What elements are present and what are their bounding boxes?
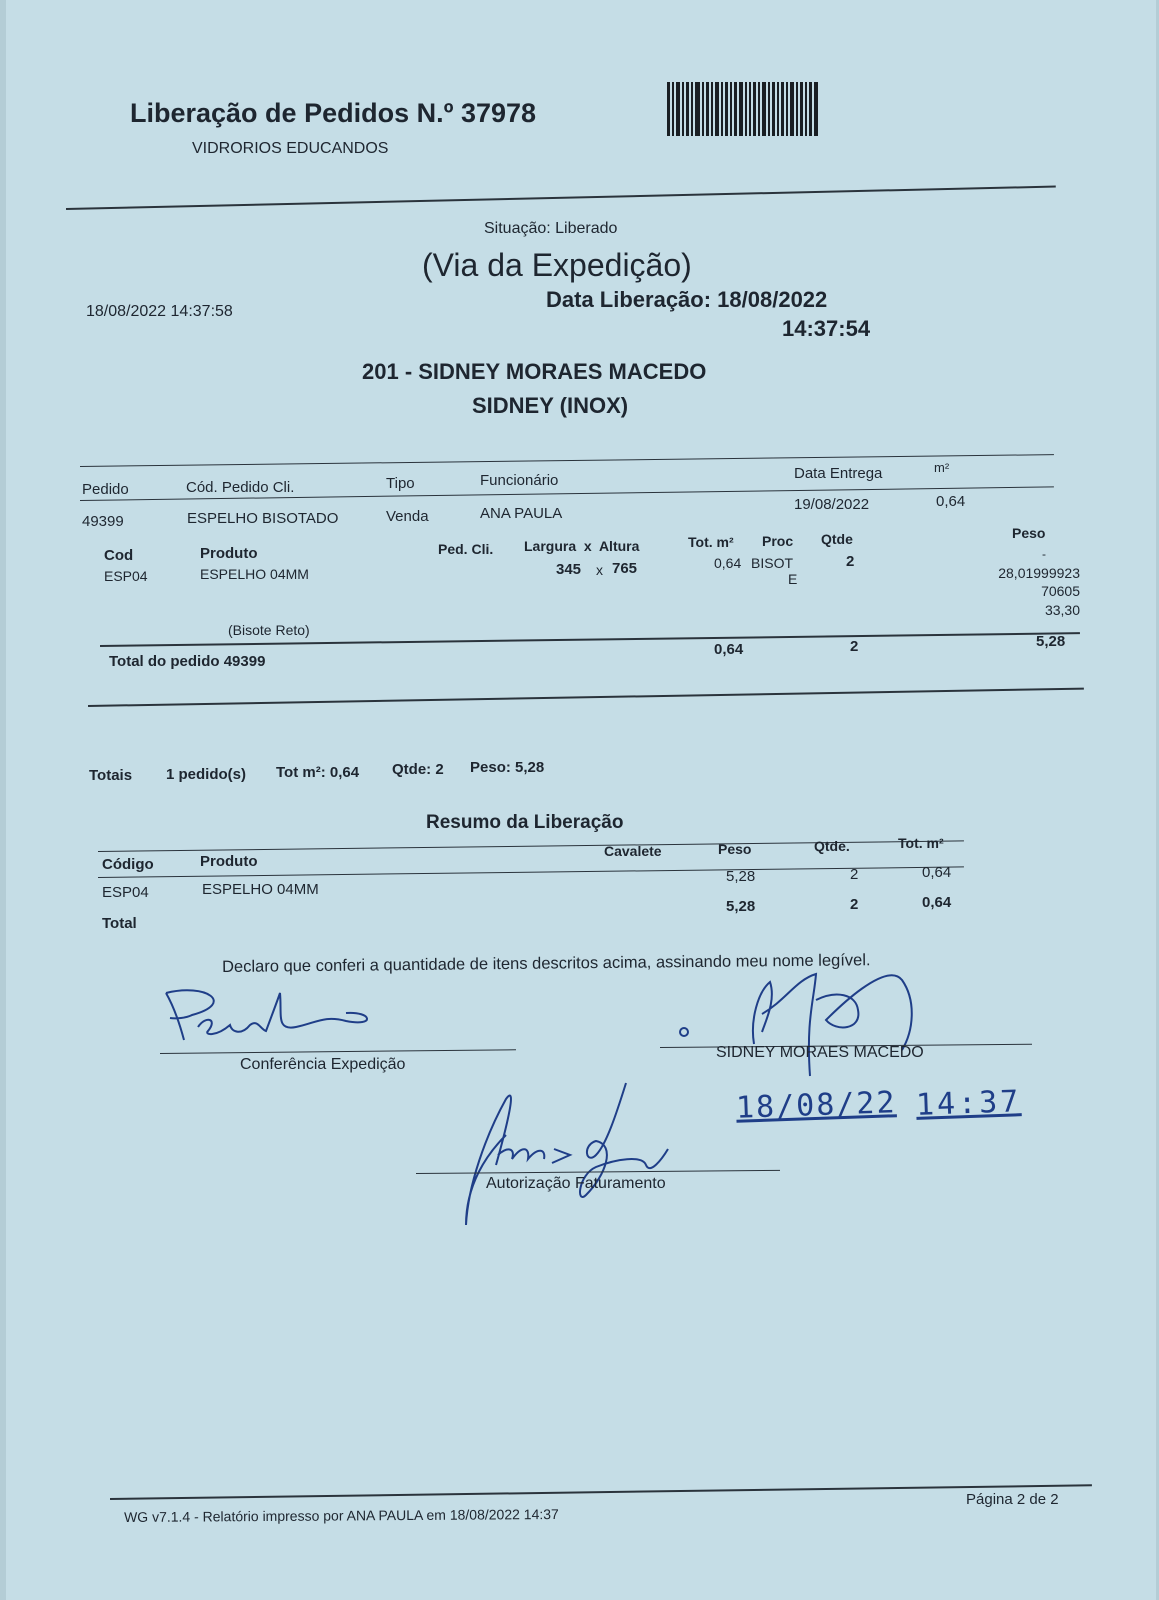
order-total-peso: 5,28 (1036, 633, 1066, 650)
autorizacao-signature (446, 1075, 706, 1225)
item-proc-cont: E (788, 571, 798, 587)
items-col-proc: Proc (762, 533, 794, 549)
company-name: VIDRORIOS EDUCANDOS (192, 140, 389, 157)
resumo-col-cavalete: Cavalete (604, 843, 662, 859)
cliente-name: SIDNEY MORAES MACEDO (716, 1044, 924, 1061)
via-label: (Via da Expedição) (422, 247, 692, 283)
order-total-qtde: 2 (850, 638, 859, 655)
item-altura: 765 (612, 560, 638, 577)
totals-qtde: Qtde: 2 (392, 761, 444, 778)
items-col-tot-m2: Tot. m² (688, 534, 734, 550)
printed-datetime: 18/08/2022 14:37:58 (86, 303, 233, 320)
declaration-text: Declaro que conferi a quantidade de itens descritos acima, assinando meu nome legível. (222, 951, 871, 976)
data-liberacao: Data Liberação: 18/08/2022 (546, 287, 828, 312)
handwritten-date: 18/08/22 (735, 1085, 898, 1126)
order-total-label: Total do pedido 49399 (109, 653, 266, 670)
resumo-title: Resumo da Liberação (426, 812, 624, 833)
document-title: Liberação de Pedidos N.º 37978 (130, 98, 537, 128)
item-peso: 28,01999923 (998, 565, 1080, 581)
items-col-cod: Cod (104, 547, 134, 564)
col-tipo: Tipo (386, 475, 415, 492)
item-largura: 345 (556, 561, 582, 578)
totals-m2: Tot m²: 0,64 (276, 764, 360, 781)
resumo-total-label: Total (102, 915, 137, 932)
situacao: Situação: Liberado (484, 220, 618, 237)
item-tot-m2: 0,64 (714, 555, 742, 571)
order-total-m2: 0,64 (714, 641, 744, 658)
items-col-ped-cli: Ped. Cli. (438, 541, 494, 557)
resumo-col-qtde: Qtde. (814, 838, 850, 854)
col-pedido: Pedido (82, 481, 129, 498)
resumo-total-tot-m2: 0,64 (922, 894, 952, 911)
item-peso-dash: - (1042, 547, 1046, 561)
items-col-produto: Produto (200, 545, 258, 562)
resumo-row-codigo: ESP04 (102, 884, 149, 901)
footer-divider (110, 1484, 1092, 1500)
divider (80, 454, 1054, 467)
item-obs: (Bisote Reto) (228, 622, 310, 638)
conferencia-signature (146, 985, 426, 1055)
conferencia-label: Conferência Expedição (240, 1056, 406, 1073)
items-col-largura-altura: Largura x Altura (524, 538, 640, 554)
resumo-row-tot-m2: 0,64 (922, 864, 952, 881)
col-m2: m² (934, 460, 950, 475)
divider (88, 688, 1084, 707)
resumo-row-qtde: 2 (850, 866, 859, 883)
data-liberacao-time: 14:37:54 (782, 316, 871, 341)
totals-label: Totais (89, 767, 133, 784)
item-peso-unit: 33,30 (1044, 602, 1080, 618)
client-subtitle: SIDNEY (INOX) (472, 393, 629, 418)
order-tipo: Venda (386, 508, 429, 525)
order-funcionario: ANA PAULA (480, 505, 563, 522)
item-x: x (596, 562, 603, 578)
order-cod-pedido-cli: ESPELHO BISOTADO (187, 510, 339, 527)
resumo-col-peso: Peso (718, 841, 752, 857)
barcode (667, 82, 845, 136)
items-col-peso: Peso (1012, 525, 1046, 541)
item-peso-cont: 70605 (1041, 583, 1080, 599)
item-proc: BISOT (751, 555, 794, 571)
item-qtde: 2 (846, 553, 855, 570)
document-sheet (6, 0, 1156, 1600)
col-cod-pedido-cli: Cód. Pedido Cli. (186, 479, 295, 496)
footer-printed-by: WG v7.1.4 - Relatório impresso por ANA PAULA em 18/08/2022 14:37 (124, 1505, 559, 1525)
resumo-col-codigo: Código (102, 856, 154, 873)
order-data-entrega: 19/08/2022 (794, 496, 870, 513)
totals-peso: Peso: 5,28 (470, 759, 545, 776)
col-data-entrega: Data Entrega (794, 465, 883, 482)
resumo-col-produto: Produto (200, 853, 258, 870)
item-cod: ESP04 (104, 568, 148, 584)
order-pedido: 49399 (82, 513, 124, 530)
resumo-total-peso: 5,28 (726, 898, 756, 915)
items-col-qtde: Qtde (821, 531, 853, 547)
resumo-col-tot-m2: Tot. m² (898, 835, 944, 851)
client-name: 201 - SIDNEY MORAES MACEDO (362, 359, 707, 384)
col-funcionario: Funcionário (480, 472, 559, 489)
order-m2: 0,64 (936, 493, 966, 510)
resumo-row-peso: 5,28 (726, 868, 756, 885)
divider (66, 186, 1056, 210)
item-produto: ESPELHO 04MM (200, 566, 309, 582)
cliente-signature (666, 970, 936, 1080)
footer-page: Página 2 de 2 (966, 1491, 1059, 1508)
totals-pedidos: 1 pedido(s) (166, 766, 247, 783)
handwritten-time: 14:37 (915, 1084, 1022, 1123)
resumo-total-qtde: 2 (850, 896, 859, 913)
resumo-row-produto: ESPELHO 04MM (202, 881, 319, 898)
autorizacao-label: Autorização Faturamento (486, 1175, 666, 1192)
